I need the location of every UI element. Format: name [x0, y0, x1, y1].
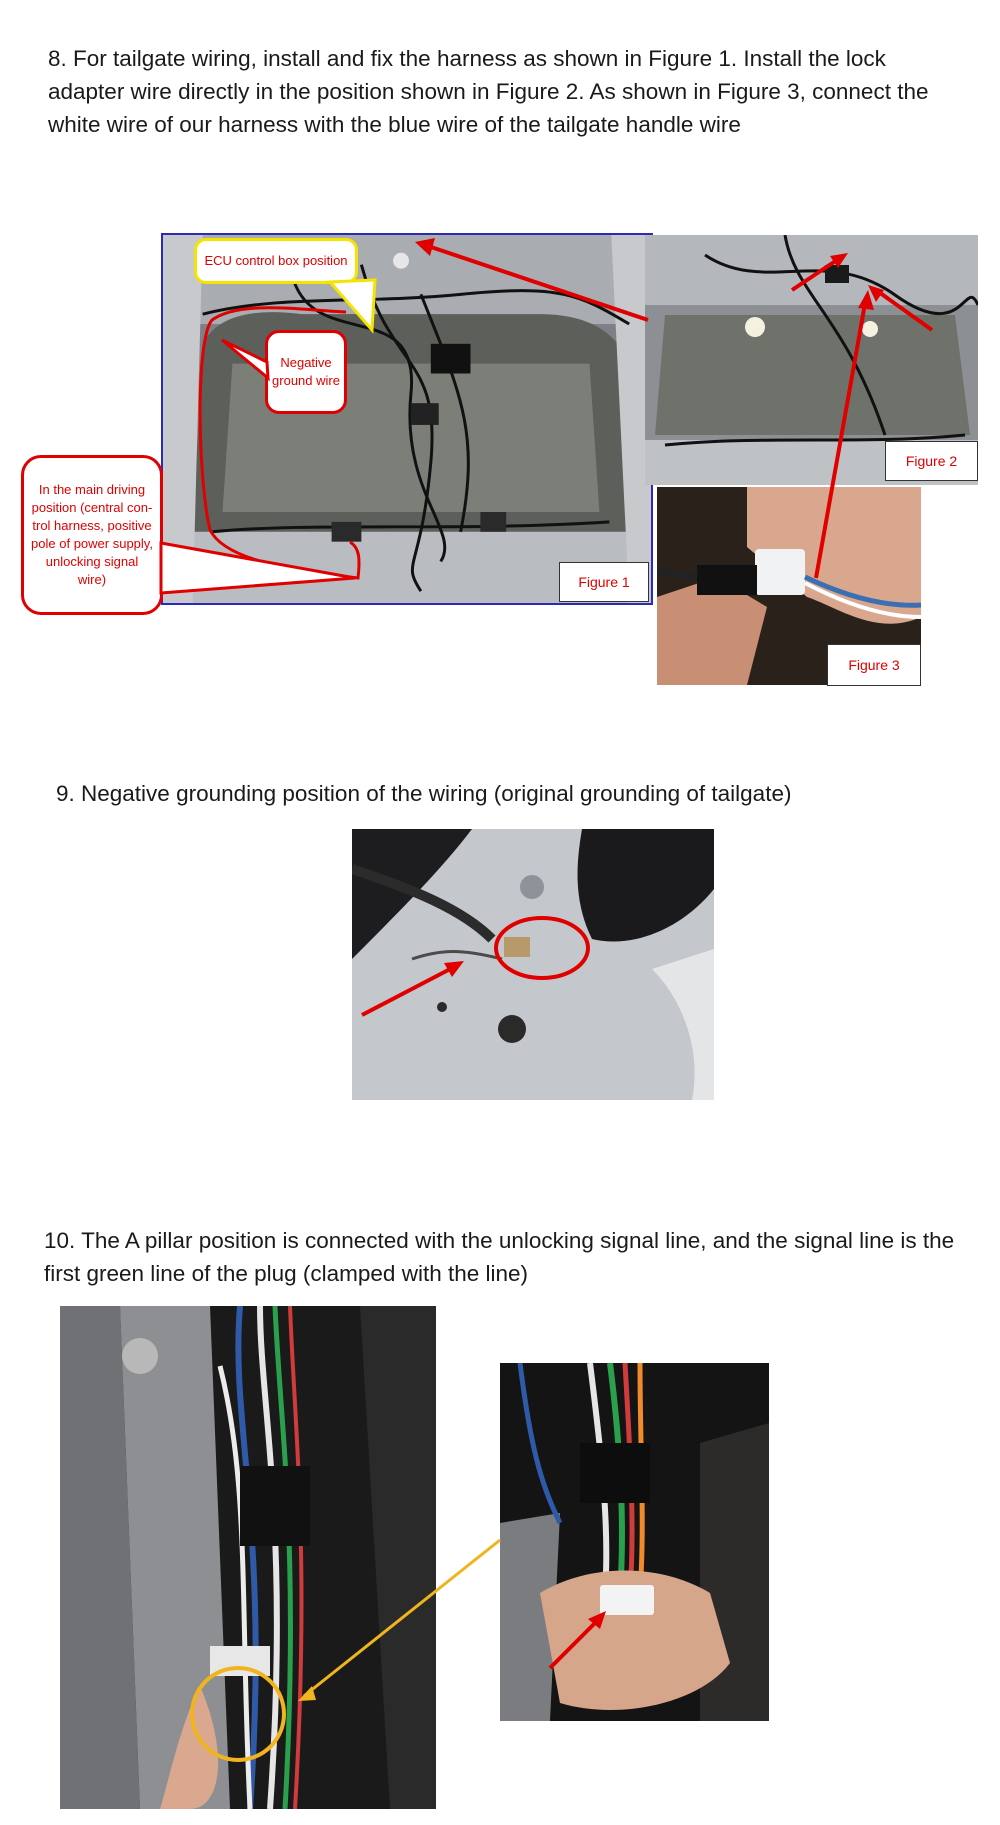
- main-driving-position-label: In the main driving position (central con- trol harness, positive pole of power supply, unlocking signal wire): [31, 482, 153, 587]
- figure-1-photo: [161, 233, 653, 605]
- step-10-instructions: 10. The A pillar position is connected with the unlocking signal line, and the signal line is the first green line of the plug (clamped with the line): [44, 1228, 955, 1286]
- negative-ground-label: Negative ground wire: [272, 355, 340, 388]
- a-pillar-harness-photo: [60, 1306, 436, 1809]
- plug-closeup-photo: [500, 1363, 769, 1721]
- step-9-instructions: 9. Negative grounding position of the wiring (original grounding of tailgate): [56, 781, 792, 806]
- negative-ground-callout: [265, 330, 347, 414]
- step-8-instructions: 8. For tailgate wiring, install and fix the harness as shown in Figure 1. Install the lock adapter wire directly in the position shown in Figure 2. As shown in Figure 3, connect the white wire of our harness with the blue wire of the tailgate handle wire: [48, 46, 929, 137]
- figure-1-label: Figure 1: [559, 562, 649, 602]
- ecu-position-label: ECU control box position: [204, 253, 348, 268]
- grounding-point-photo: [352, 829, 714, 1100]
- figure-3-label: Figure 3: [827, 644, 921, 686]
- main-driving-position-callout: [21, 455, 163, 615]
- ecu-position-callout: [194, 238, 358, 284]
- figure-2-label: Figure 2: [885, 441, 978, 481]
